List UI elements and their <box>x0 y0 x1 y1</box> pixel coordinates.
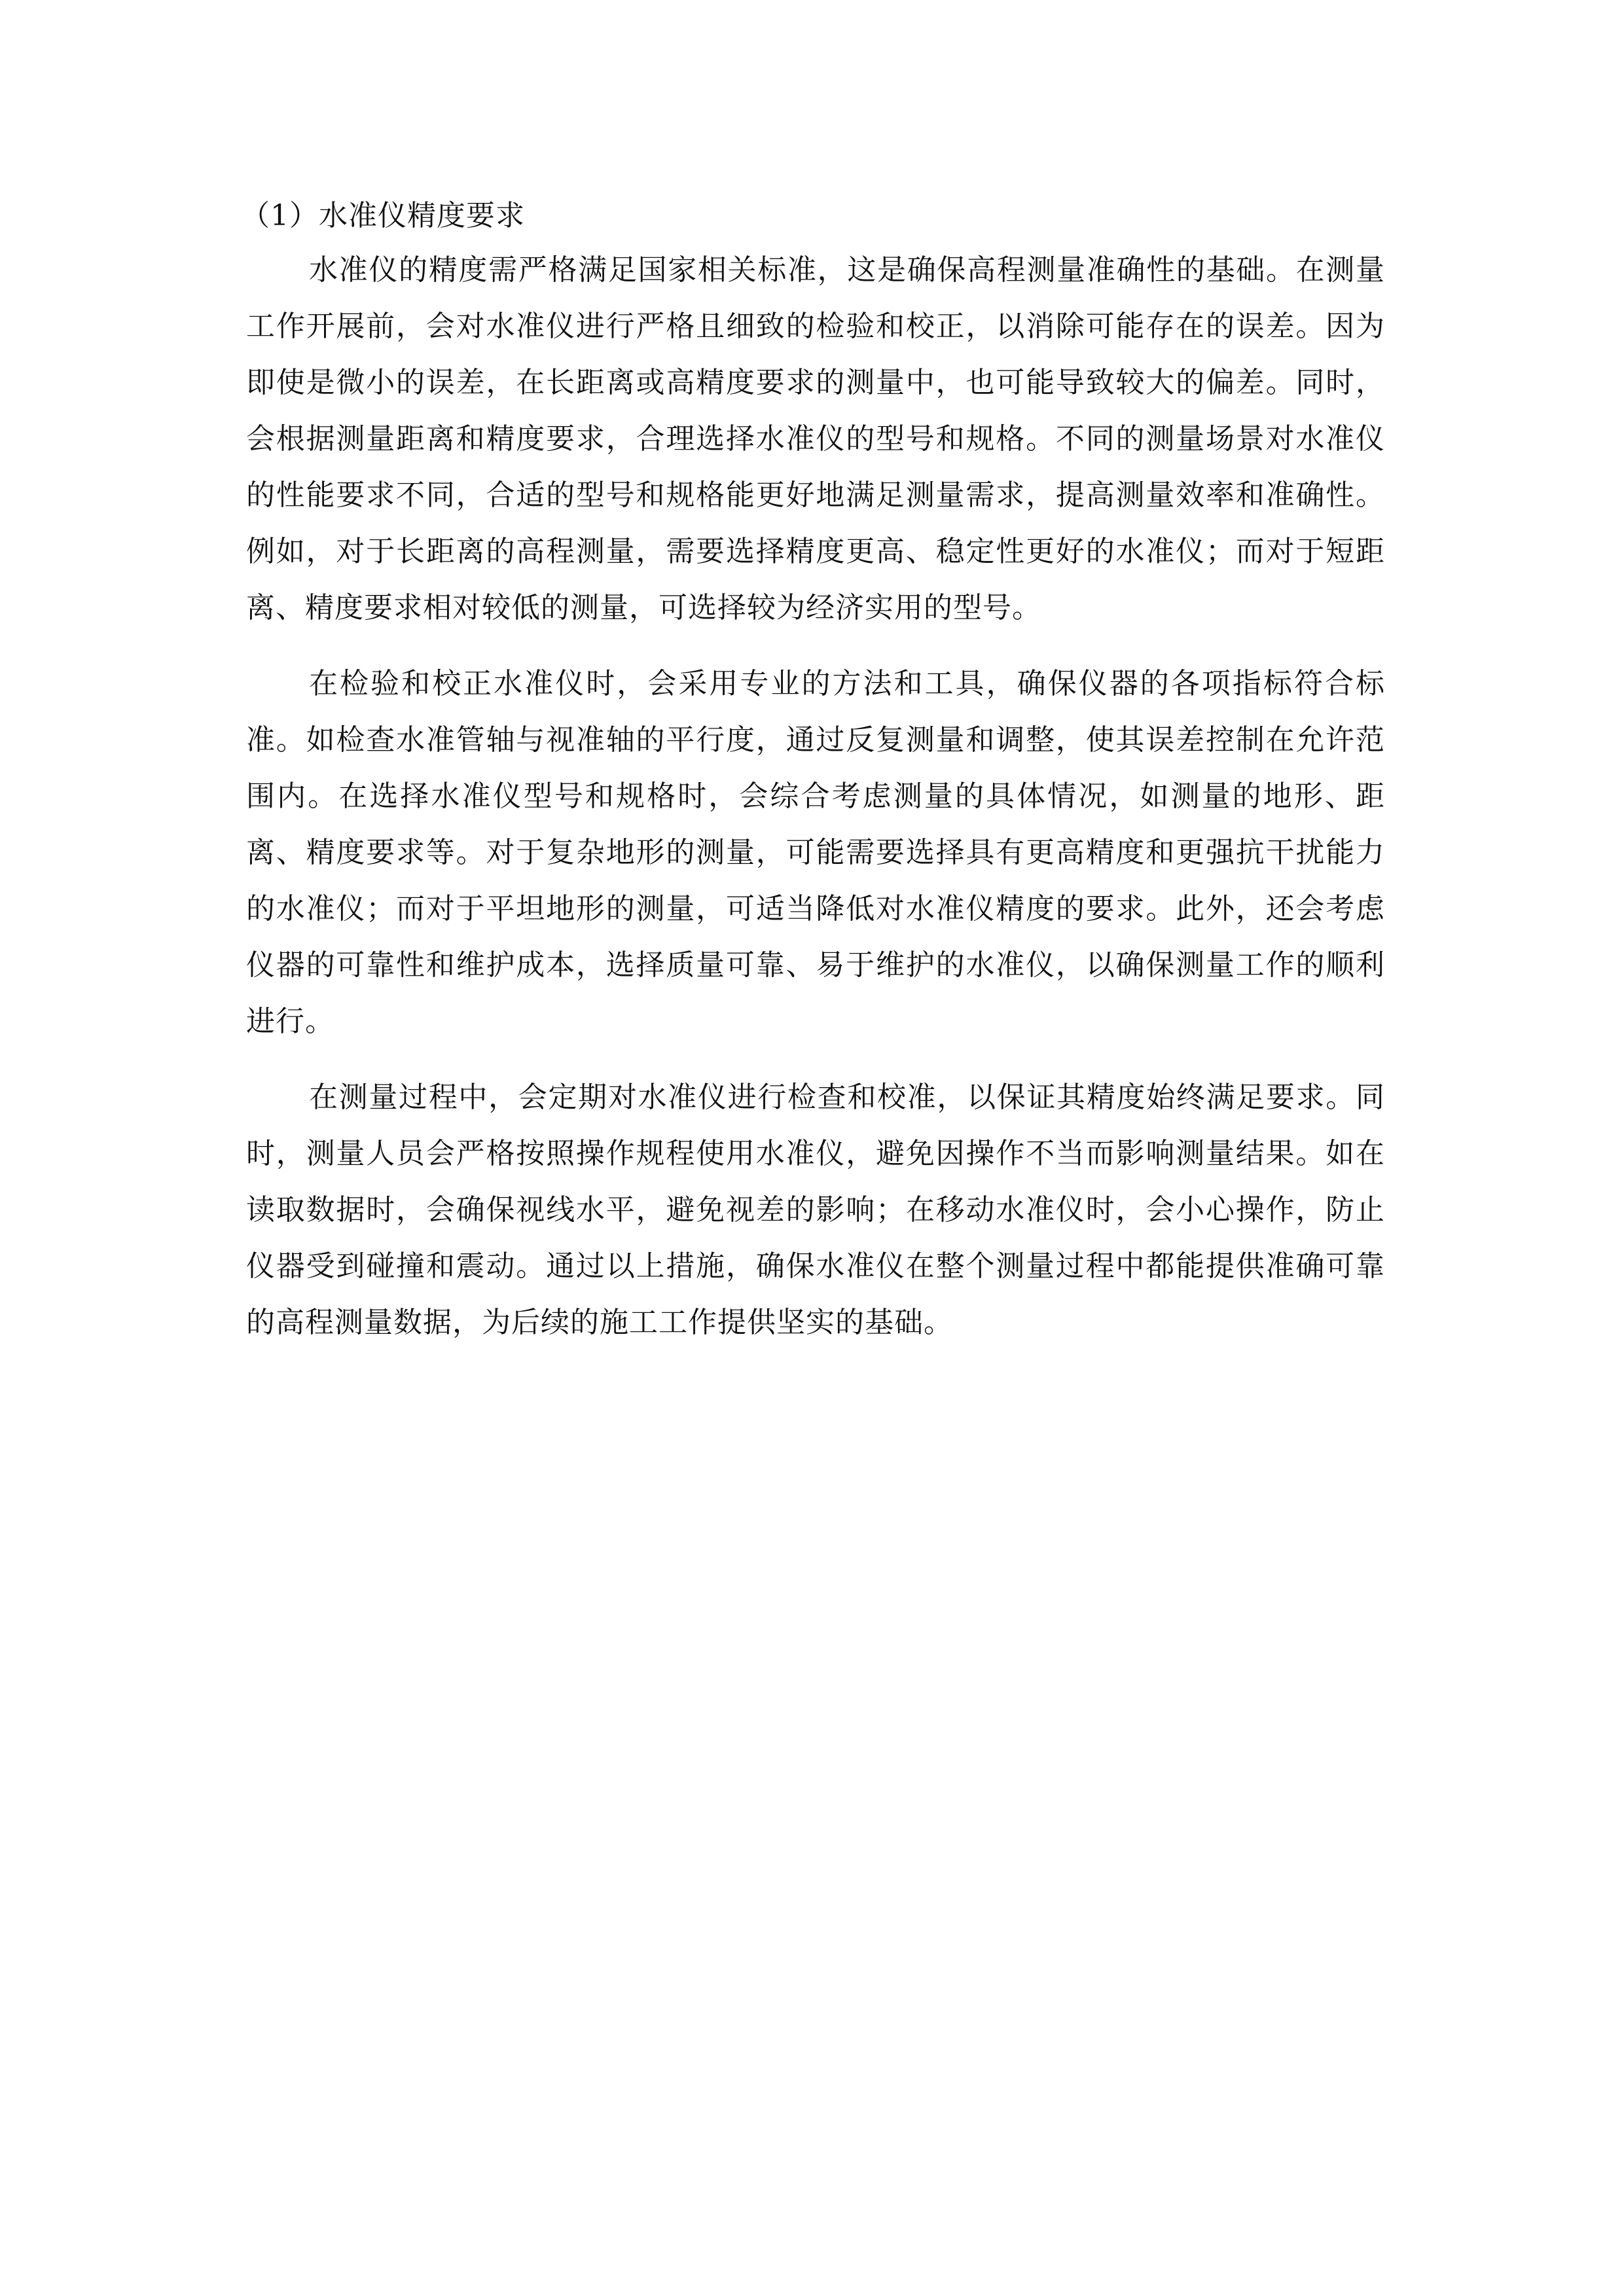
paragraph-1: 水准仪的精度需严格满足国家相关标准，这是确保高程测量准确性的基础。在测量工作开展前，会对水准仪进行严格且细致的检验和校正，以消除可能存在的误差。因为即使是微小的误差，在长距离或高精度要求的测量中，也可能导致较大的偏差。同时，会根据测量距离和精度要求，合理选择水准仪的型号和规格。不同的测量场景对水准仪的性能要求不同，合适的型号和规格能更好地满足测量需求，提高测量效率和准确性。例如，对于长距离的高程测量，需要选择精度更高、稳定性更好的水准仪；而对于短距离、精度要求相对较低的测量，可选择较为经济实用的型号。 <box>246 253 1385 624</box>
document-body <box>241 190 1385 1351</box>
paragraph-2: 在检验和校正水准仪时，会采用专业的方法和工具，确保仪器的各项指标符合标准。如检查水准管轴与视准轴的平行度，通过反复测量和调整，使其误差控制在允许范围内。在选择水准仪型号和规格时，会综合考虑测量的具体情况，如测量的地形、距离、精度要求等。对于复杂地形的测量，可能需要选择具有更高精度和更强抗干扰能力的水准仪；而对于平坦地形的测量，可适当降低对水准仪精度的要求。此外，还会考虑仪器的可靠性和维护成本，选择质量可靠、易于维护的水准仪，以确保测量工作的顺利进行。 <box>246 667 1385 1038</box>
section-heading: （1）水准仪精度要求 <box>241 199 525 232</box>
paragraph-3: 在测量过程中，会定期对水准仪进行检查和校准，以保证其精度始终满足要求。同时，测量人员会严格按照操作规程使用水准仪，避免因操作不当而影响测量结果。如在读取数据时，会确保视线水平，避免视差的影响；在移动水准仪时，会小心操作，防止仪器受到碰撞和震动。通过以上措施，确保水准仪在整个测量过程中都能提供准确可靠的高程测量数据，为后续的施工工作提供坚实的基础。 <box>246 1081 1385 1339</box>
